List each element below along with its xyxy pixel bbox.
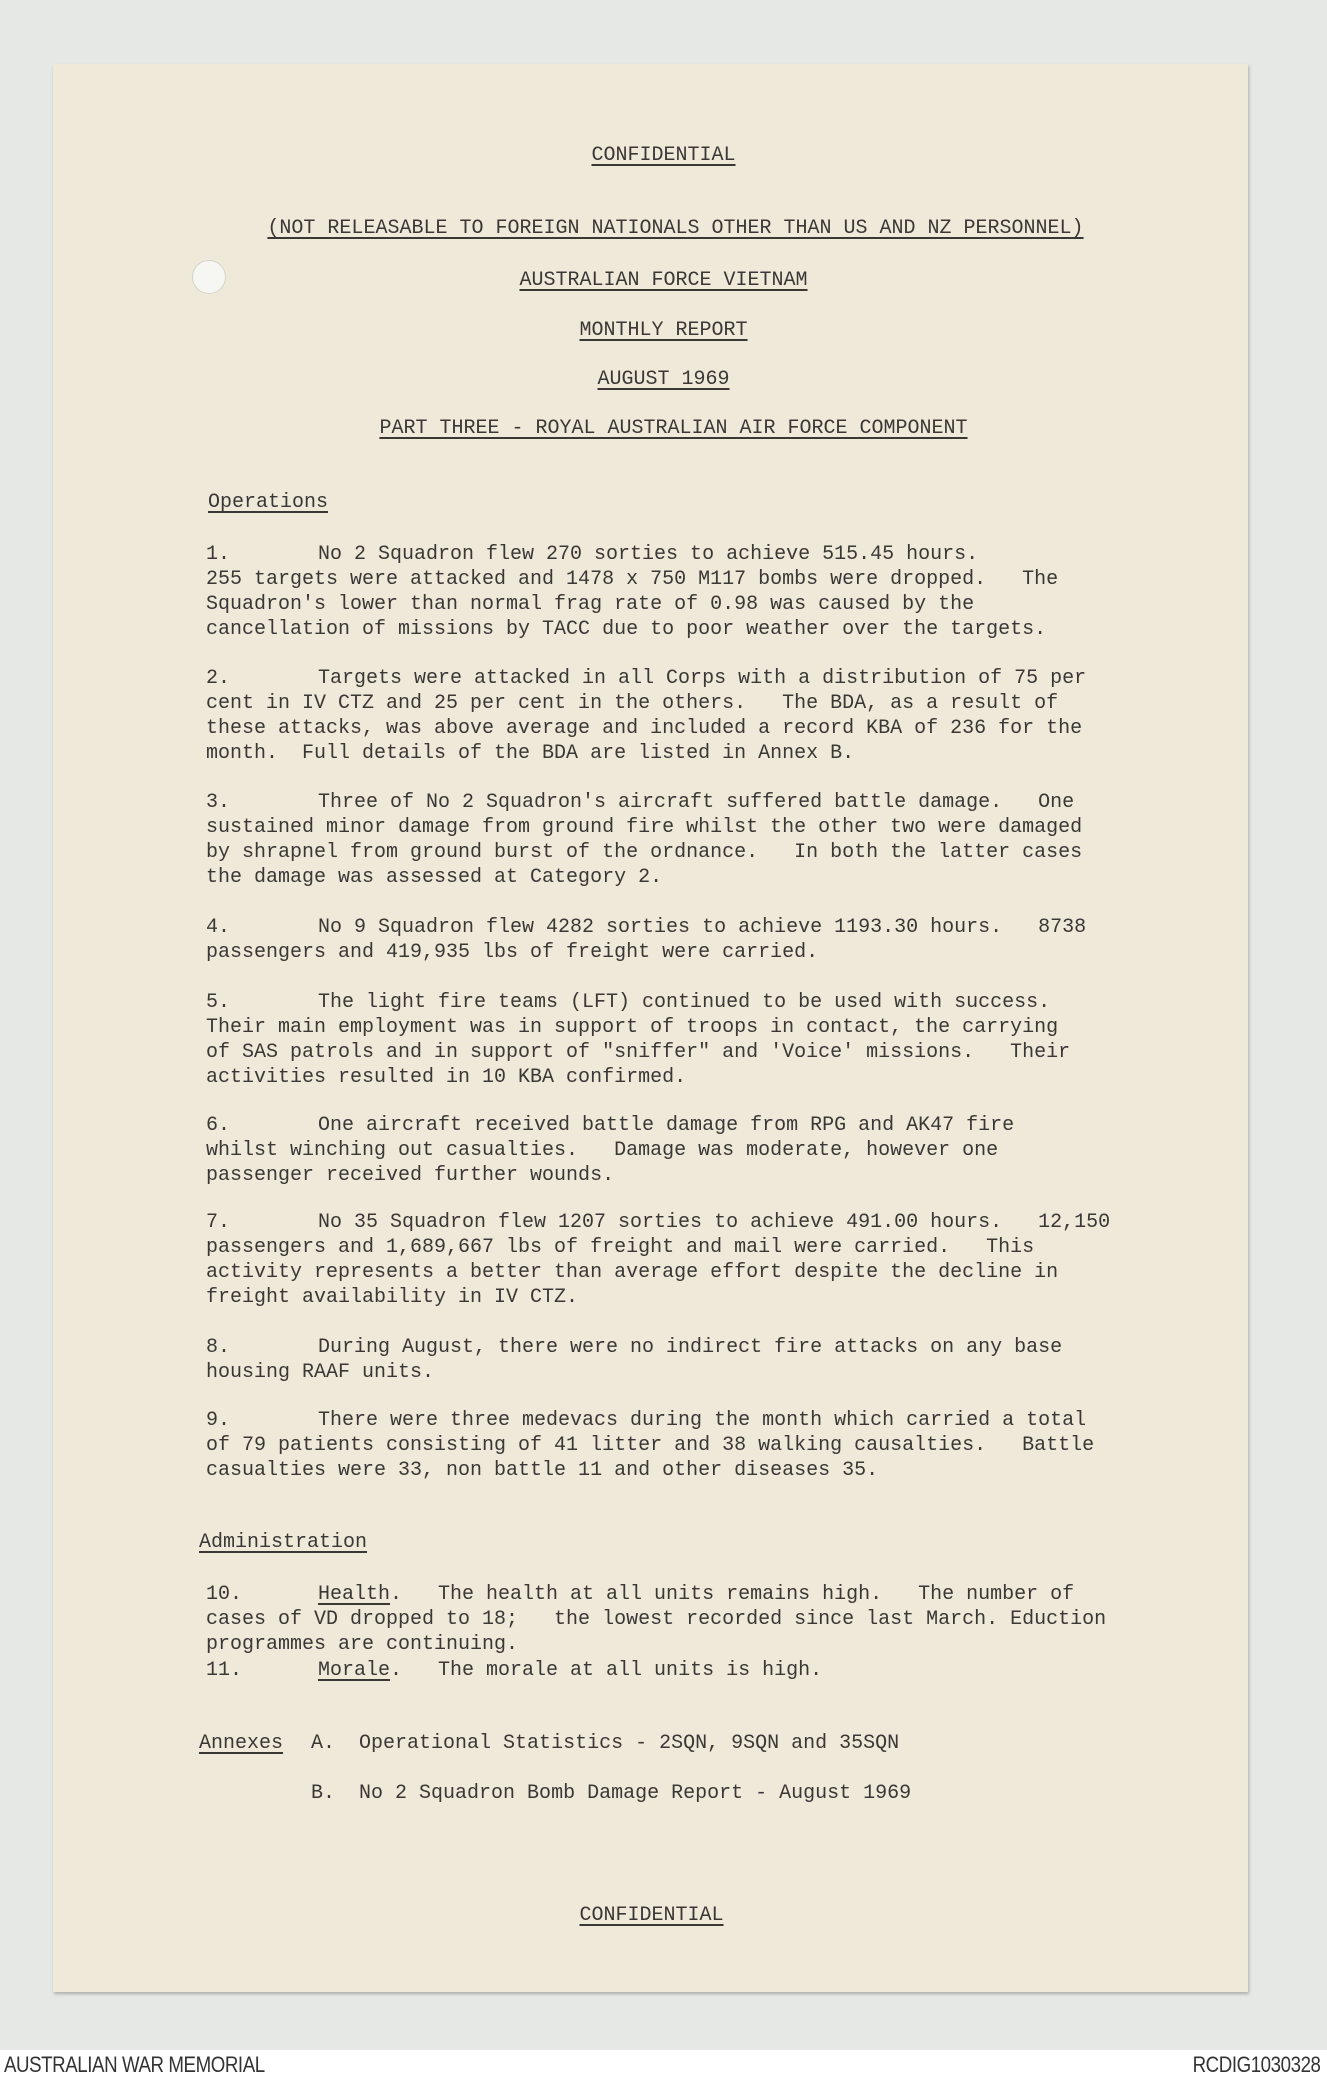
paragraph-text: No 2 Squadron flew 270 sorties to achieve 515.45 hours. [318,543,979,566]
classification-bottom [0,1903,1315,1928]
paragraph-number: 3. [206,791,231,814]
paragraph [206,542,1146,642]
paragraph-text: of SAS patrols and in support of "sniffer" and 'Voice' missions. Their [206,1041,1071,1064]
paragraph [206,666,1146,766]
paragraph-line [206,567,1146,592]
paragraph-text: Squadron's lower than normal frag rate of 0.98 was caused by the [206,593,975,616]
paragraph-line [206,542,1146,567]
paragraph-line [206,1235,1146,1260]
paragraph-line [206,840,1146,865]
paragraph-line [206,592,1146,617]
part-title-text: PART THREE - ROYAL AUSTRALIAN AIR FORCE COMPONENT [379,417,968,440]
paragraph-text: cases of VD dropped to 18; the lowest recorded since last March. Eduction [206,1608,1107,1631]
paragraph [206,1658,1146,1683]
paragraph-line [206,666,1146,691]
paragraph-line [206,1632,1146,1657]
paragraph-text: by shrapnel from ground burst of the ordnance. In both the latter cases [206,841,1083,864]
paragraph-line [206,1138,1146,1163]
paragraph-text: There were three medevacs during the month which carried a total [318,1409,1087,1432]
paragraph-text: . The morale at all units is high. [390,1659,823,1682]
administration-heading-text: Administration [199,1531,368,1554]
paragraph-text: 255 targets were attacked and 1478 x 750 M117 bombs were dropped. The [206,568,1059,591]
paragraph-text: No 9 Squadron flew 4282 sorties to achieve 1193.30 hours. 8738 [318,916,1087,939]
paragraph-text: One aircraft received battle damage from RPG and AK47 fire [318,1114,1015,1137]
paragraph-label: Health [318,1583,391,1606]
paragraph-text: whilst winching out casualties. Damage was moderate, however one [206,1139,999,1162]
paragraph-line [206,1458,1146,1483]
paragraph-text: activities resulted in 10 KBA confirmed. [206,1066,687,1089]
paragraph-line [206,741,1146,766]
paragraph-line [206,1040,1146,1065]
paragraph-number: 10. [206,1583,243,1606]
paragraph [206,1210,1146,1310]
paragraph-line [206,1065,1146,1090]
paragraph-text: freight availability in IV CTZ. [206,1286,579,1309]
paragraph-number: 7. [206,1211,231,1234]
paragraph-text: activity represents a better than average effort despite the decline in [206,1261,1059,1284]
paragraph [206,1113,1146,1188]
paragraph-number: 8. [206,1336,231,1359]
paragraph-text: Their main employment was in support of troops in contact, the carrying [206,1016,1059,1039]
report-type [0,318,1327,343]
paragraph-line [206,1260,1146,1285]
paragraph-number: 4. [206,916,231,939]
paragraph-line [206,1360,1146,1385]
paragraph-text: housing RAAF units. [206,1361,435,1384]
paragraph-line [206,990,1146,1015]
paragraph-text: passenger received further wounds. [206,1164,615,1187]
paragraph [206,915,1146,965]
paragraph-line [206,790,1146,815]
paragraph-text: these attacks, was above average and included a record KBA of 236 for the [206,717,1083,740]
paragraph-line [206,1433,1146,1458]
administration-heading [199,1530,367,1555]
paragraph-text: . The health at all units remains high. The number of [390,1583,1075,1606]
annex-item [311,1731,899,1756]
operations-heading [208,490,328,515]
paragraph-line [206,1285,1146,1310]
classification-bottom-text: CONFIDENTIAL [579,1904,724,1927]
paragraph-text: cancellation of missions by TACC due to poor weather over the targets. [206,618,1047,641]
paragraph-text: During August, there were no indirect fire attacks on any base [318,1336,1063,1359]
footer-identifier: RCDIG1030328 [1193,2052,1321,2077]
paragraph-line [206,1335,1146,1360]
annex-letter: B. [311,1782,336,1805]
paragraph-text: casualties were 33, non battle 11 and other diseases 35. [206,1459,879,1482]
paragraph [206,1582,1146,1657]
paragraph-label: Morale [318,1659,391,1682]
paragraph-line [206,716,1146,741]
annex-title: No 2 Squadron Bomb Damage Report - August 1969 [359,1782,912,1805]
paragraph-line [206,1408,1146,1433]
paragraph-number: 5. [206,991,231,1014]
operations-heading-text: Operations [208,491,329,514]
paragraph-text: of 79 patients consisting of 41 litter and 38 walking causalties. Battle [206,1434,1095,1457]
part-title [10,416,1327,441]
releasability-text: (NOT RELEASABLE TO FOREIGN NATIONALS OTHER THAN US AND NZ PERSONNEL) [267,217,1084,240]
report-period-text: AUGUST 1969 [597,368,730,391]
paragraph-text: programmes are continuing. [206,1633,519,1656]
paragraph-number: 9. [206,1409,231,1432]
annex-item [311,1781,911,1806]
paragraph-number: 2. [206,667,231,690]
paragraph-text: Targets were attacked in all Corps with a distribution of 75 per [318,667,1087,690]
annexes-heading [199,1731,283,1756]
paragraph-line [206,1113,1146,1138]
paragraph [206,1335,1146,1385]
organisation-title [0,268,1327,293]
report-type-text: MONTHLY REPORT [579,319,748,342]
paragraph-text: Three of No 2 Squadron's aircraft suffered battle damage. One [318,791,1075,814]
paragraph-line [206,940,1146,965]
paragraph-line [206,1163,1146,1188]
organisation-text: AUSTRALIAN FORCE VIETNAM [519,269,808,292]
annex-title: Operational Statistics - 2SQN, 9SQN and 35SQN [359,1732,900,1755]
annex-letter: A. [311,1732,336,1755]
paragraph-line [206,1658,1146,1683]
paragraph-number: 11. [206,1659,243,1682]
releasability-notice [12,216,1327,241]
paragraph-text: month. Full details of the BDA are listed in Annex B. [206,742,855,765]
classification-top-text: CONFIDENTIAL [591,144,736,167]
paragraph-text: No 35 Squadron flew 1207 sorties to achieve 491.00 hours. 12,150 [318,1211,1111,1234]
paragraph [206,990,1146,1090]
paragraph-number: 1. [206,543,231,566]
paragraph-line [206,915,1146,940]
paragraph [206,790,1146,890]
footer-institution: AUSTRALIAN WAR MEMORIAL [4,2052,265,2077]
paragraph-line [206,1015,1146,1040]
annexes-heading-text: Annexes [199,1732,284,1755]
paragraph-number: 6. [206,1114,231,1137]
paragraph [206,1408,1146,1483]
paragraph-line [206,1582,1146,1607]
paragraph-text: The light fire teams (LFT) continued to be used with success. [318,991,1051,1014]
paragraph-text: sustained minor damage from ground fire whilst the other two were damaged [206,816,1083,839]
paragraph-line [206,617,1146,642]
paragraph-text: cent in IV CTZ and 25 per cent in the others. The BDA, as a result of [206,692,1059,715]
classification-top [0,143,1327,168]
paragraph-line [206,1210,1146,1235]
paragraph-line [206,1607,1146,1632]
report-period [0,367,1327,392]
paragraph-text: passengers and 419,935 lbs of freight were carried. [206,941,819,964]
paragraph-line [206,865,1146,890]
paragraph-text: passengers and 1,689,667 lbs of freight and mail were carried. This [206,1236,1035,1259]
paragraph-text: the damage was assessed at Category 2. [206,866,663,889]
paragraph-line [206,815,1146,840]
paragraph-line [206,691,1146,716]
